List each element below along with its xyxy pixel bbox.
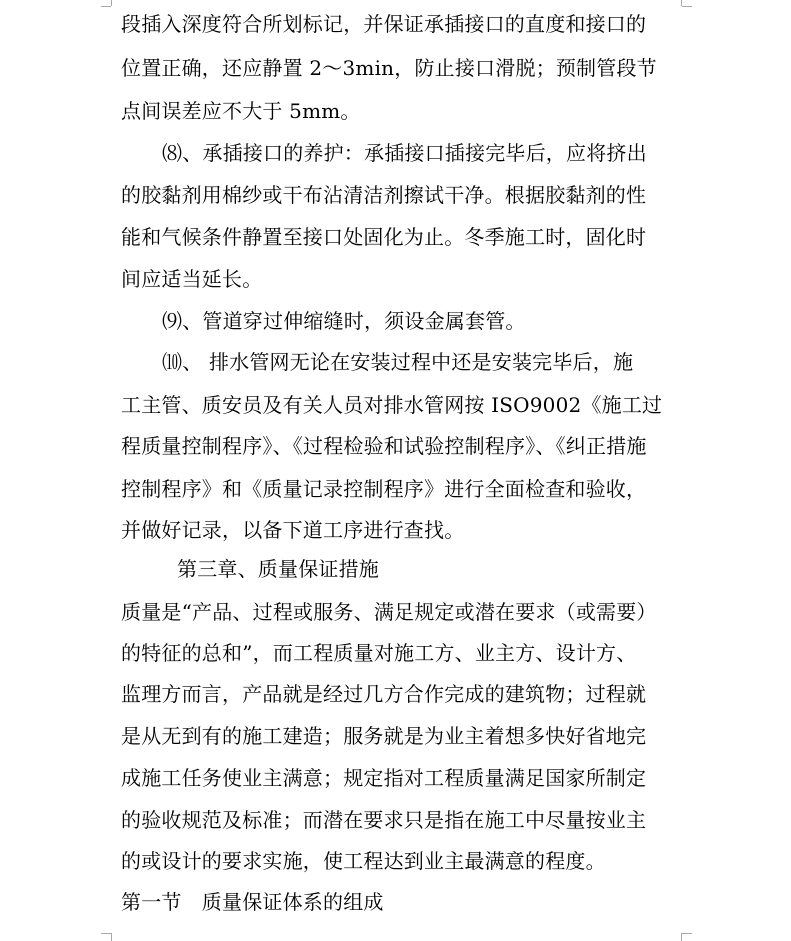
crop-mark-bottom-right-h bbox=[682, 933, 692, 934]
crop-mark-bottom-left bbox=[111, 933, 112, 941]
crop-mark-top-left bbox=[111, 0, 112, 6]
text-line-8: ⑼、管道穿过伸缩缝时，须设金属套管。 bbox=[162, 309, 526, 333]
text-line-15: 质量是“产品、过程或服务、满足规定或潜在要求（或需要） bbox=[121, 600, 657, 624]
text-line-3: 点间误差应不大于 5mm。 bbox=[121, 99, 361, 123]
text-line-11: 程质量控制程序》、《过程检验和试验控制程序》、《纠正措施 bbox=[121, 434, 647, 458]
text-line-17: 监理方而言，产品就是经过几方合作完成的建筑物；过程就 bbox=[121, 682, 647, 706]
crop-mark-bottom-right bbox=[681, 933, 682, 941]
crop-mark-bottom-left-h bbox=[101, 933, 111, 934]
text-line-12: 控制程序》和《质量记录控制程序》进行全面检查和验收， bbox=[121, 477, 647, 501]
text-line-16: 的特征的总和”，而工程质量对施工方、业主方、设计方、 bbox=[121, 641, 637, 665]
text-line-19: 成施工任务使业主满意；规定指对工程质量满足国家所制定 bbox=[121, 766, 647, 790]
text-line-20: 的验收规范及标准；而潜在要求只是指在施工中尽量按业主 bbox=[121, 808, 647, 832]
text-line-10: 工主管、质安员及有关人员对排水管网按 ISO9002《施工过 bbox=[121, 393, 663, 417]
chapter-heading: 第三章、质量保证措施 bbox=[177, 557, 379, 581]
text-line-1: 段插入深度符合所划标记，并保证承插接口的直度和接口的 bbox=[121, 12, 647, 36]
text-line-6: 能和气候条件静置至接口处固化为止。冬季施工时，固化时 bbox=[121, 225, 647, 249]
text-line-5: 的胶黏剂用棉纱或干布沾清洁剂擦试干净。根据胶黏剂的性 bbox=[121, 183, 647, 207]
text-line-7: 间应适当延长。 bbox=[121, 267, 263, 291]
text-line-2: 位置正确，还应静置 2～3min，防止接口滑脱；预制管段节 bbox=[121, 56, 657, 80]
text-line-18: 是从无到有的施工建造；服务就是为业主着想多快好省地完 bbox=[121, 724, 647, 748]
section-heading: 第一节 质量保证体系的组成 bbox=[121, 890, 384, 914]
text-line-9: ⑽、 排水管网无论在安装过程中还是安装完毕后，施 bbox=[162, 350, 634, 374]
text-line-21: 的或设计的要求实施，使工程达到业主最满意的程度。 bbox=[121, 849, 606, 873]
text-line-13: 并做好记录，以备下道工序进行查找。 bbox=[121, 518, 465, 542]
text-line-4: ⑻、承插接口的养护：承插接口插接完毕后，应将挤出 bbox=[162, 141, 647, 165]
crop-mark-top-left-h bbox=[101, 6, 111, 7]
crop-mark-top-right-h bbox=[682, 6, 692, 7]
